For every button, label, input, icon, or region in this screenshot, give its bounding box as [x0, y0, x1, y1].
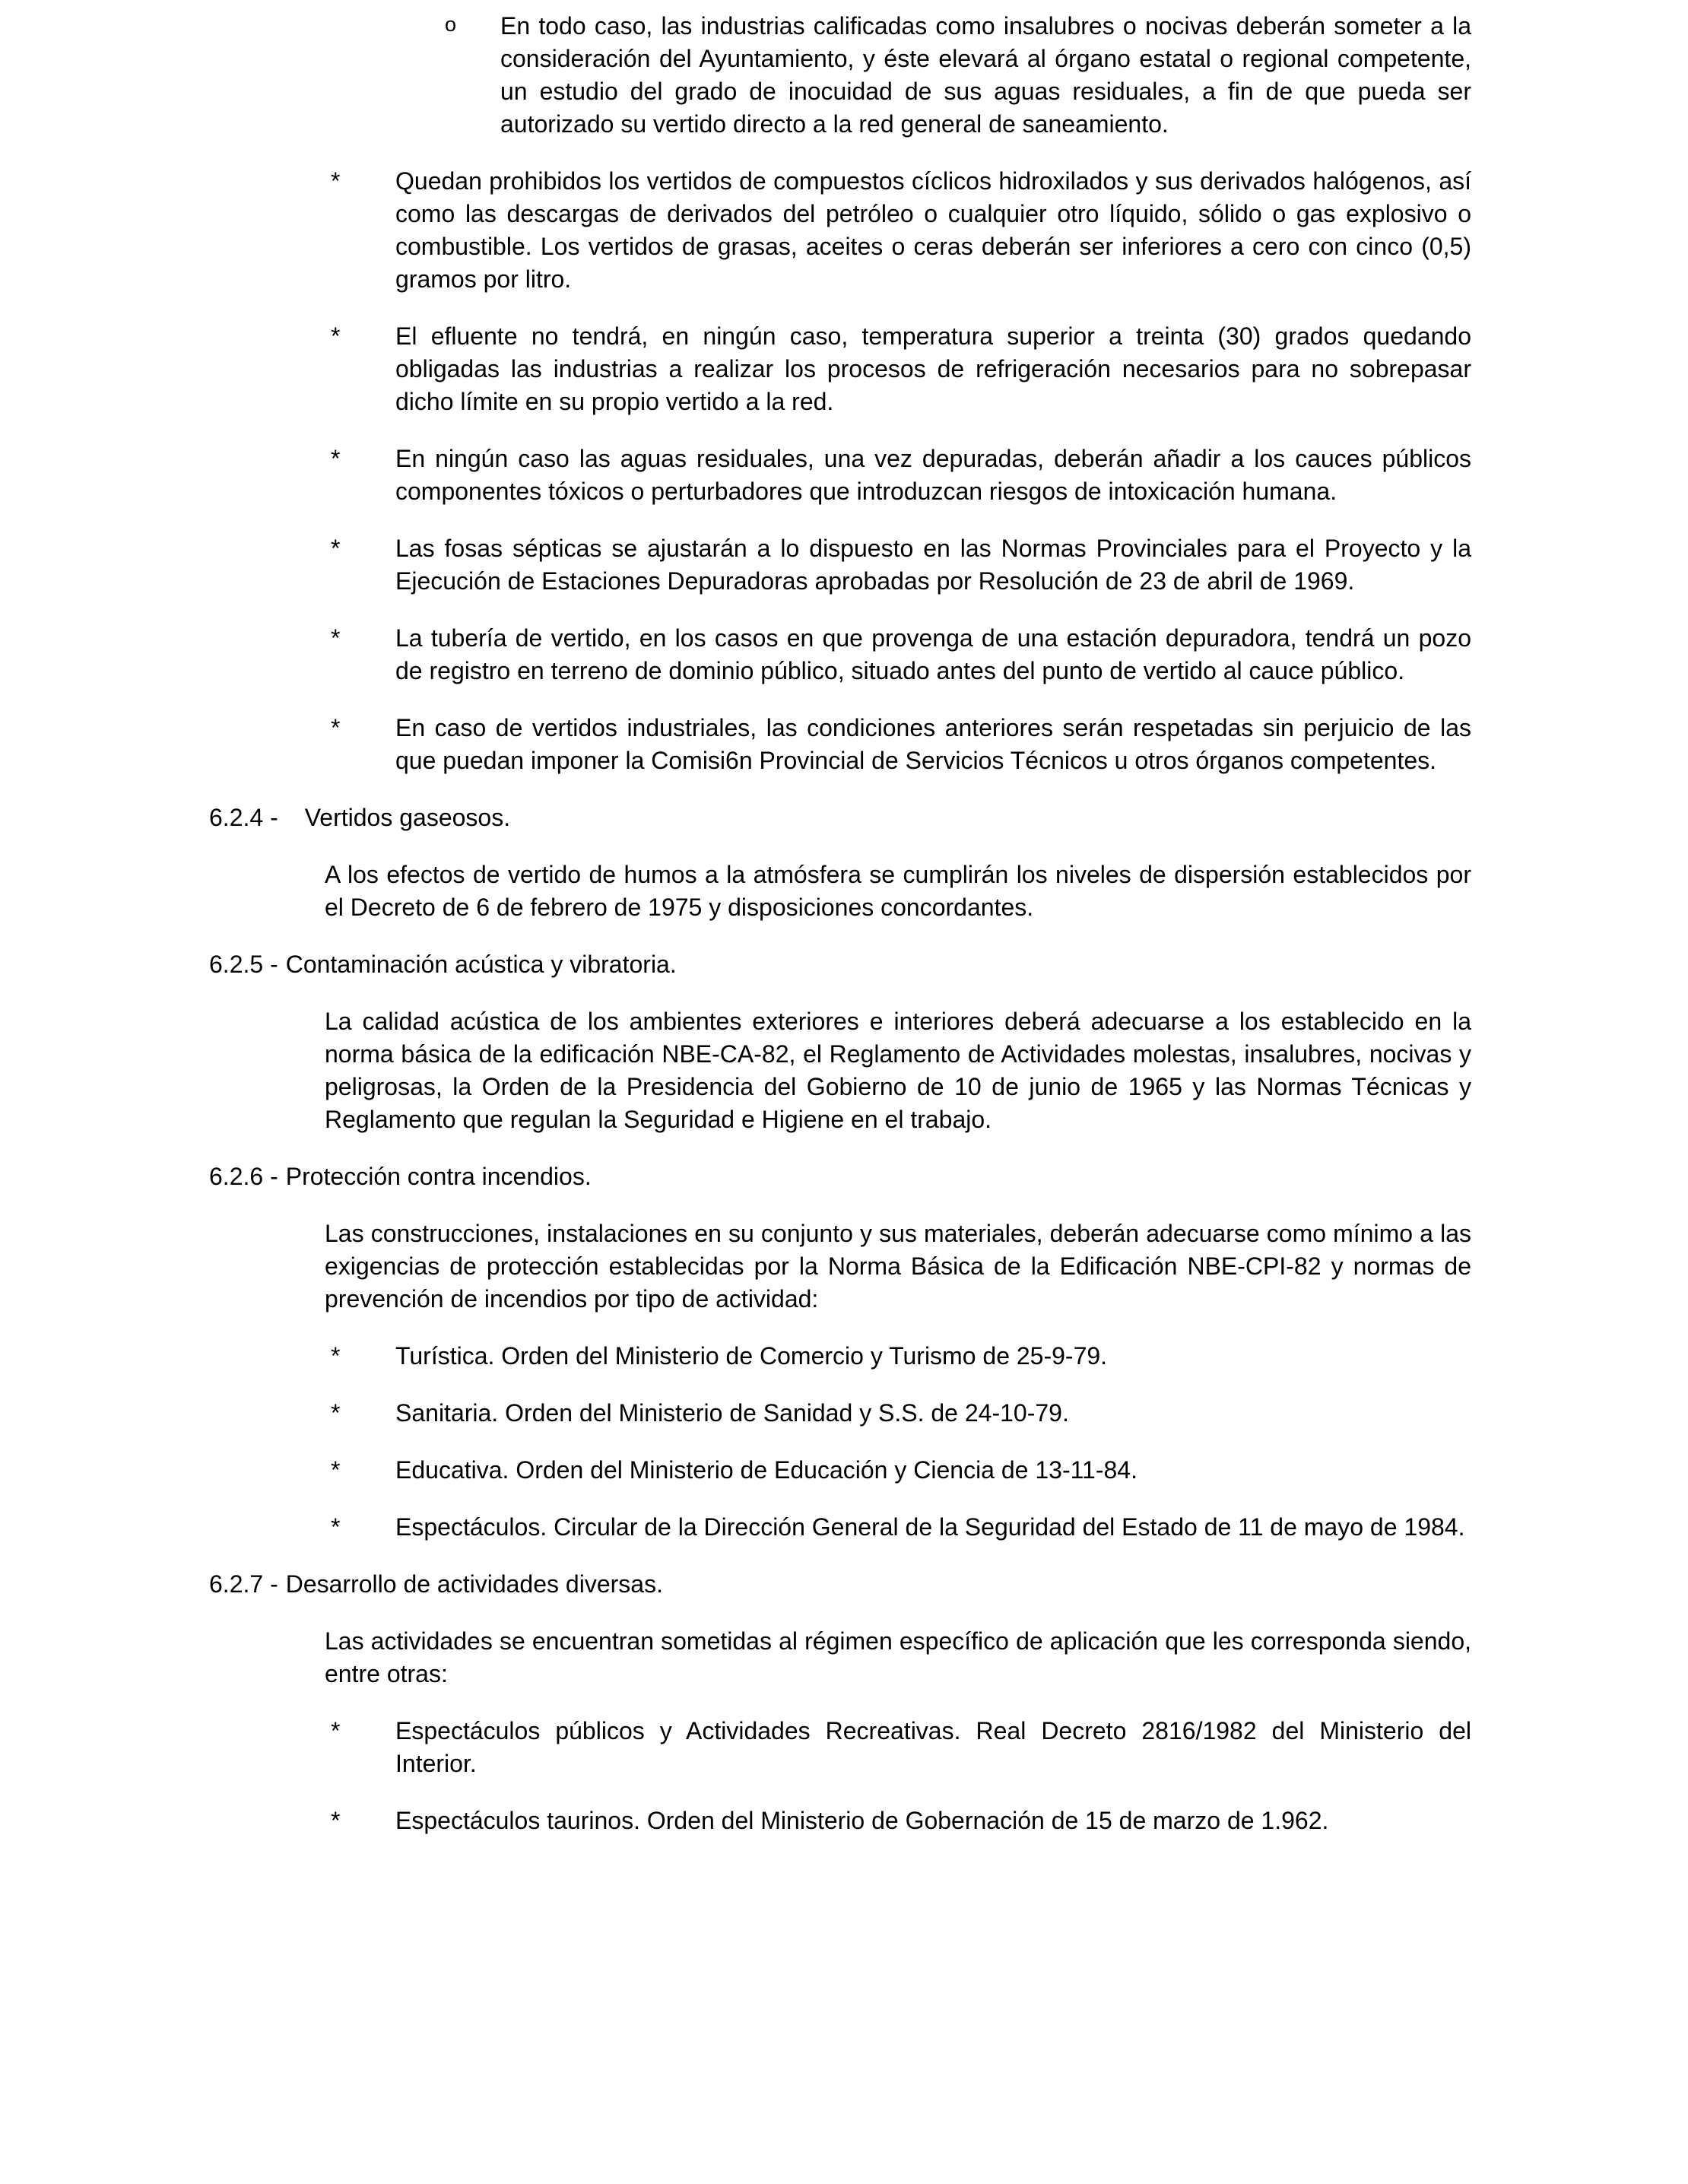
section-heading	[209, 948, 1471, 981]
list-item-asterisk	[331, 1715, 1471, 1780]
list-item-circle	[445, 10, 1471, 141]
list-item-asterisk	[331, 1511, 1471, 1544]
list-item-asterisk	[331, 1340, 1471, 1373]
asterisk-bullet-marker: *	[331, 1717, 341, 1744]
section-heading	[209, 1160, 1471, 1193]
list-item-asterisk	[331, 532, 1471, 598]
list-item-text: Espectáculos taurinos. Orden del Ministerio de Gobernación de 15 de marzo de 1.962.	[395, 1807, 1329, 1834]
list-item-text: En ningún caso las aguas residuales, una vez depuradas, deberán añadir a los cauces públicos componentes tóxicos o perturbadores que introduzcan riesgos de intoxicación humana.	[395, 445, 1471, 505]
section-heading	[209, 802, 1471, 834]
asterisk-bullet-marker: *	[331, 1456, 341, 1484]
list-item-asterisk	[331, 165, 1471, 296]
body-paragraph: Las actividades se encuentran sometidas al régimen específico de aplicación que les corresponda siendo, entre otras:	[325, 1627, 1471, 1687]
section-title: Contaminación acústica y vibratoria.	[285, 951, 677, 978]
list-item-asterisk	[331, 622, 1471, 687]
section-title: Protección contra incendios.	[285, 1163, 592, 1190]
list-item-text: La tubería de vertido, en los casos en que provenga de una estación depuradora, tendrá un pozo de registro en terreno de dominio público, situado antes del punto de vertido al cauce público.	[395, 624, 1471, 684]
list-item-text: Educativa. Orden del Ministerio de Educación y Ciencia de 13-11-84.	[395, 1456, 1137, 1484]
section-number: 6.2.4 -	[209, 804, 278, 831]
asterisk-bullet-marker: *	[331, 445, 341, 472]
asterisk-bullet-marker: *	[331, 714, 341, 741]
section-heading	[209, 1568, 1471, 1601]
list-item-text: En todo caso, las industrias calificadas como insalubres o nocivas deberán someter a la consideración del Ayuntamiento, y éste elevará al órgano estatal o regional competente, un estudio del grado de inocuidad de sus aguas residuales, a fin de que pueda ser autorizado su vertido directo a la red general de saneamiento.	[500, 12, 1471, 138]
list-item-text: Quedan prohibidos los vertidos de compuestos cíclicos hidroxilados y sus derivados halógenos, así como las descargas de derivados del petróleo o cualquier otro líquido, sólido o gas explosivo o combustible. Los vertidos de grasas, aceites o ceras deberán ser inferiores a cero con cinco (0,5) gramos por litro.	[395, 167, 1471, 293]
asterisk-bullet-marker: *	[331, 1513, 341, 1541]
list-item-text: El efluente no tendrá, en ningún caso, temperatura superior a treinta (30) grados quedando obligadas las industrias a realizar los procesos de refrigeración necesarios para no sobrepasar dicho límite en su propio vertido a la red.	[395, 322, 1471, 415]
list-item-text: Turística. Orden del Ministerio de Comercio y Turismo de 25-9-79.	[395, 1342, 1108, 1370]
body-paragraph: A los efectos de vertido de humos a la atmósfera se cumplirán los niveles de dispersión establecidos por el Decreto de 6 de febrero de 1975 y disposiciones concordantes.	[325, 861, 1471, 921]
section-number: 6.2.7 -	[209, 1570, 278, 1598]
section-number: 6.2.5 -	[209, 951, 278, 978]
circle-bullet-marker: o	[445, 13, 457, 36]
list-item-text: Espectáculos públicos y Actividades Recreativas. Real Decreto 2816/1982 del Ministerio del Interior.	[395, 1717, 1471, 1777]
body-paragraph: Las construcciones, instalaciones en su conjunto y sus materiales, deberán adecuarse como mínimo a las exigencias de protección establecidas por la Norma Básica de la Edificación NBE-CPI-82 y normas de prevención de incendios por tipo de actividad:	[325, 1220, 1471, 1313]
section-title: Desarrollo de actividades diversas.	[285, 1570, 663, 1598]
list-item-asterisk	[331, 712, 1471, 777]
list-item-asterisk	[331, 1454, 1471, 1487]
list-item-asterisk	[331, 1805, 1471, 1837]
asterisk-bullet-marker: *	[331, 1342, 341, 1370]
list-item-text: Sanitaria. Orden del Ministerio de Sanidad y S.S. de 24-10-79.	[395, 1399, 1069, 1427]
list-item-asterisk	[331, 443, 1471, 508]
asterisk-bullet-marker: *	[331, 322, 341, 350]
list-item-text: Las fosas sépticas se ajustarán a lo dispuesto en las Normas Provinciales para el Proyecto y la Ejecución de Estaciones Depuradoras aprobadas por Resolución de 23 de abril de 1969.	[395, 535, 1471, 595]
asterisk-bullet-marker: *	[331, 167, 341, 195]
asterisk-bullet-marker: *	[331, 535, 341, 562]
asterisk-bullet-marker: *	[331, 1399, 341, 1427]
list-item-text: En caso de vertidos industriales, las condiciones anteriores serán respetadas sin perjuicio de las que puedan imponer la Comisi6n Provincial de Servicios Técnicos u otros órganos competentes.	[395, 714, 1471, 774]
section-number: 6.2.6 -	[209, 1163, 278, 1190]
asterisk-bullet-marker: *	[331, 624, 341, 652]
asterisk-bullet-marker: *	[331, 1807, 341, 1834]
section-title: Vertidos gaseosos.	[304, 804, 511, 831]
list-item-text: Espectáculos. Circular de la Dirección General de la Seguridad del Estado de 11 de mayo de 1984.	[395, 1513, 1465, 1541]
list-item-asterisk	[331, 320, 1471, 418]
document-content	[0, 10, 1688, 1837]
body-paragraph: La calidad acústica de los ambientes exteriores e interiores deberá adecuarse a los establecido en la norma básica de la edificación NBE-CA-82, el Reglamento de Actividades molestas, insalubres, nocivas y peligrosas, la Orden de la Presidencia del Gobierno de 10 de junio de 1965 y las Normas Técnicas y Reglamento que regulan la Seguridad e Higiene en el trabajo.	[325, 1008, 1471, 1133]
list-item-asterisk	[331, 1397, 1471, 1430]
